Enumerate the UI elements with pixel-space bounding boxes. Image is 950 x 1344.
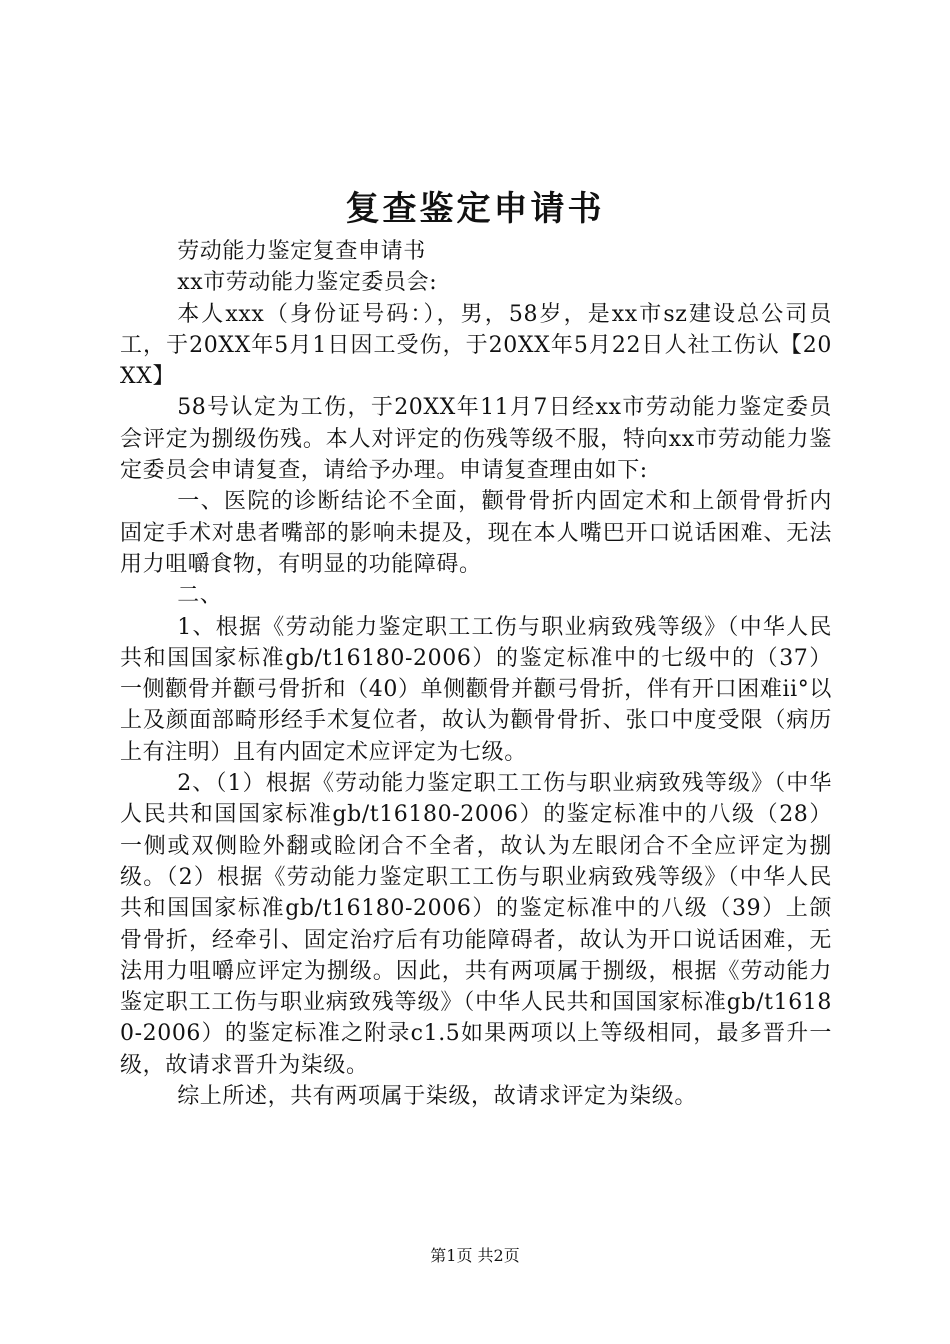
paragraph-reason-two-item-1: 1、根据《劳动能力鉴定职工工伤与职业病致残等级》（中华人民共和国国家标准gb/t16180-2006）的鉴定标准中的七级中的（37）一侧颧骨并颧弓骨折和（40）单侧颧骨并颧弓骨折，伴有开口困难ii°以上及颜面部畸形经手术复位者，故认为颧骨骨折、张口中度受限（病历上有注明）且有内固定术应评定为七级。 bbox=[120, 614, 832, 765]
page-number: 第1页 共2页 bbox=[430, 1246, 520, 1265]
paragraph-addressee: xx市劳动能力鉴定委员会: bbox=[177, 270, 438, 296]
paragraph-request: 58号认定为工伤，于20XX年11月7日经xx市劳动能力鉴定委员会评定为捌级伤残。本人对评定的伤残等级不服，特向xx市劳动能力鉴定委员会申请复查，请给予办理。申请复查理由如下: bbox=[120, 395, 832, 484]
paragraph-intro: 本人xxx（身份证号码：），男，58岁，是xx市sz建设总公司员工，于20XX年5月1日因工受伤，于20XX年5月22日人社工伤认【20XX】 bbox=[120, 301, 832, 390]
paragraph-heading: 劳动能力鉴定复查申请书 bbox=[177, 239, 426, 264]
document-body bbox=[120, 236, 832, 1112]
document-title: 复查鉴定申请书 bbox=[345, 189, 605, 229]
paragraph-reason-two-heading: 二、 bbox=[177, 583, 223, 609]
paragraph-reason-two-item-2: 2、（1）根据《劳动能力鉴定职工工伤与职业病致残等级》（中华人民共和国国家标准gb/t16180-2006）的鉴定标准中的八级（28）一侧或双侧睑外翻或睑闭合不全者，故认为左眼闭合不全应评定为捌级。（2）根据《劳动能力鉴定职工工伤与职业病致残等级》（中华人民共和国国家标准gb/t16180-2006）的鉴定标准中的八级（39）上颌骨骨折，经牵引、固定治疗后有功能障碍者，故认为开口说话困难，无法用力咀嚼应评定为捌级。因此，共有两项属于捌级，根据《劳动能力鉴定职工工伤与职业病致残等级》（中华人民共和国国家标准gb/t16180-2006）的鉴定标准之附录c1.5如果两项以上等级相同，最多晋升一级，故请求晋升为柒级。 bbox=[120, 771, 832, 1078]
paragraph-reason-one: 一、医院的诊断结论不全面，颧骨骨折内固定术和上颌骨骨折内固定手术对患者嘴部的影响未提及，现在本人嘴巴开口说话困难、无法用力咀嚼食物，有明显的功能障碍。 bbox=[120, 489, 832, 577]
paragraph-conclusion: 综上所述，共有两项属于柒级，故请求评定为柒级。 bbox=[177, 1084, 697, 1110]
